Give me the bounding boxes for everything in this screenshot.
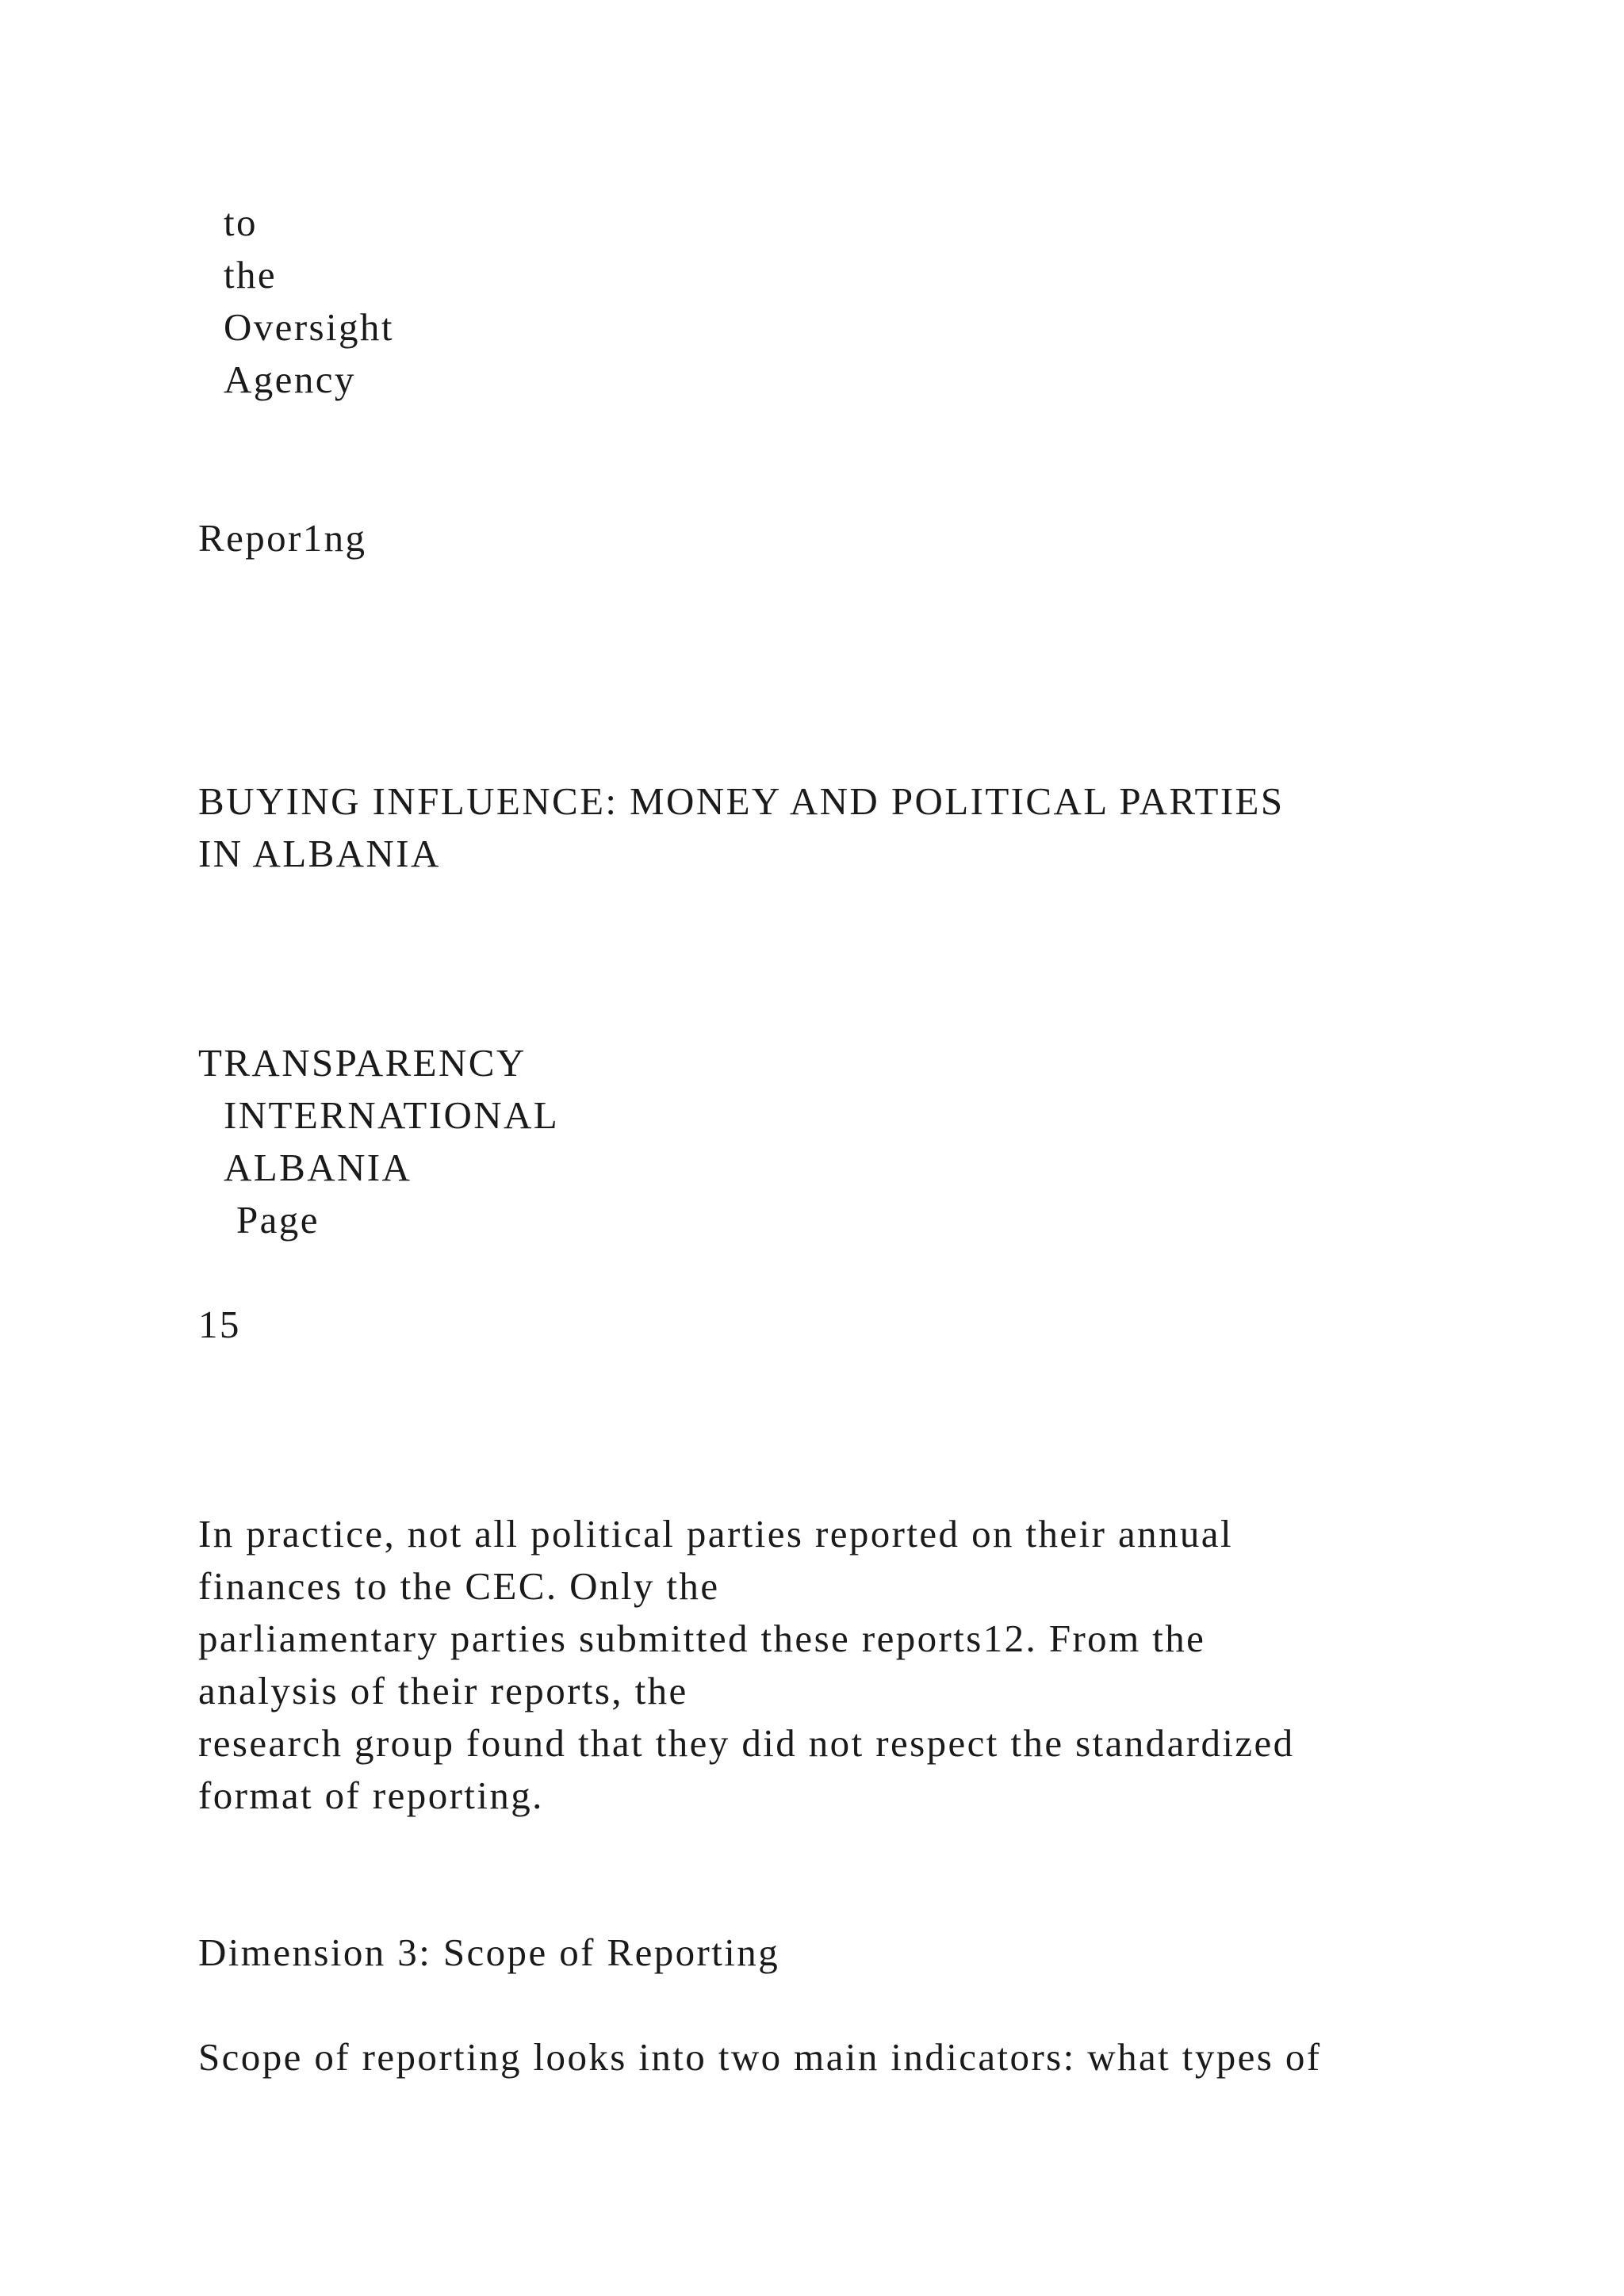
header-fragment-line: the: [224, 253, 278, 297]
dimension-heading: Dimension 3: Scope of Reporting: [198, 1931, 780, 1974]
body-paragraph-line: analysis of their reports, the: [198, 1669, 688, 1712]
scope-text-line: Scope of reporting looks into two main indicators: what types of: [198, 2035, 1322, 2079]
page-label: Page: [236, 1198, 320, 1242]
organization-line: TRANSPARENCY: [198, 1041, 527, 1085]
body-paragraph-line: In practice, not all political parties reported on their annual: [198, 1512, 1233, 1556]
report-title-line: IN ALBANIA: [198, 832, 441, 875]
organization-line: ALBANIA: [224, 1146, 412, 1189]
header-fragment-line: Oversight: [224, 305, 394, 349]
header-fragment-line: to: [224, 201, 258, 244]
body-paragraph-line: format of reporting.: [198, 1774, 544, 1817]
report-title-line: BUYING INFLUENCE: MONEY AND POLITICAL PARTIES: [198, 779, 1285, 823]
page-number: 15: [198, 1303, 241, 1346]
header-fragment-line: Agency: [224, 358, 356, 401]
body-paragraph-line: finances to the CEC. Only the: [198, 1564, 720, 1608]
body-paragraph-line: research group found that they did not respect the standardized: [198, 1721, 1295, 1765]
section-label: Repor1ng: [198, 516, 367, 560]
organization-line: INTERNATIONAL: [224, 1093, 560, 1137]
body-paragraph-line: parliamentary parties submitted these reports12. From the: [198, 1617, 1206, 1660]
